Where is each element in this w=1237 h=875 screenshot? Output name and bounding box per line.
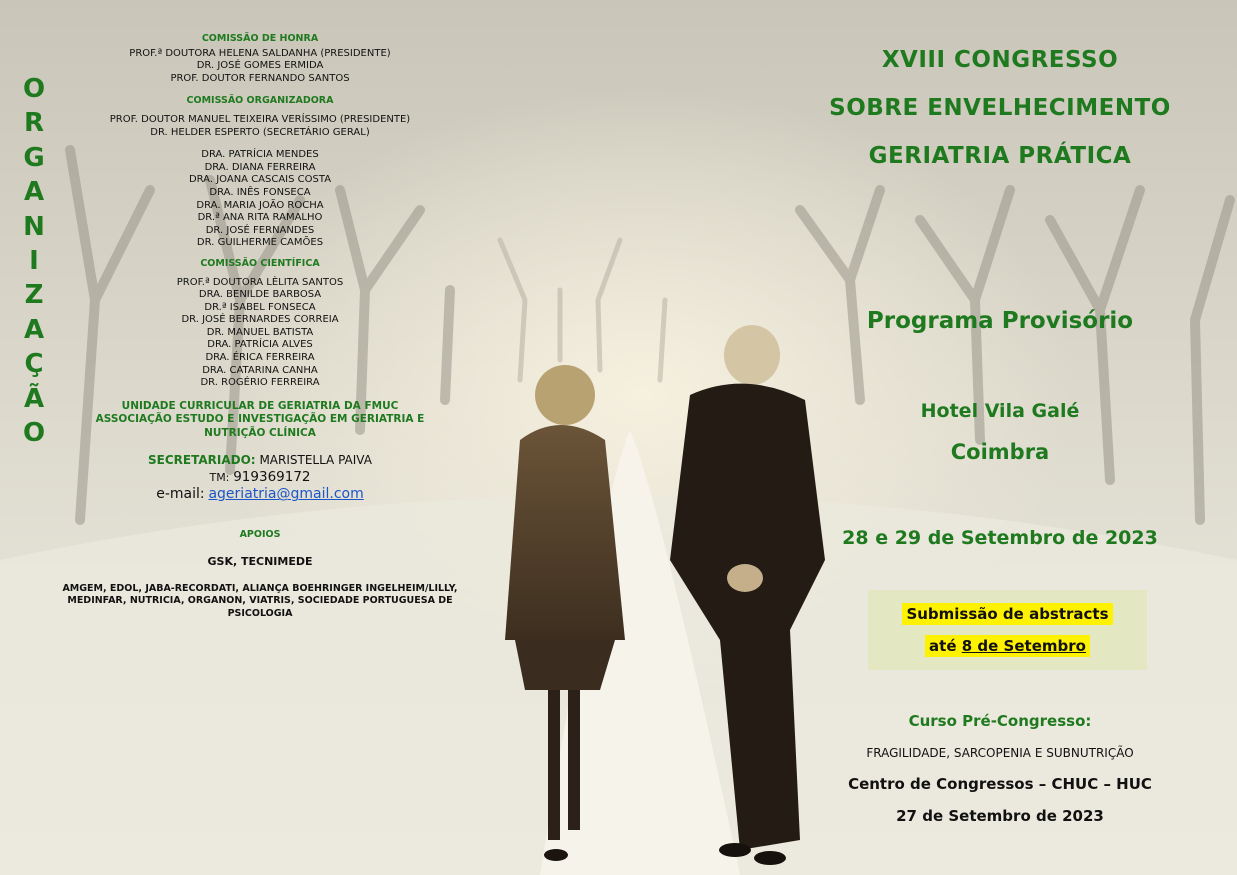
committee-member: DR. JOSÉ BERNARDES CORREIA bbox=[181, 314, 339, 326]
submission-line-1: Submissão de abstracts bbox=[902, 603, 1112, 625]
email-link[interactable]: ageriatria@gmail.com bbox=[208, 486, 364, 503]
unit-association: ASSOCIAÇÃO ESTUDO E INVESTIGAÇÃO EM GERIATRIA E NUTRIÇÃO CLÍNICA bbox=[95, 413, 425, 439]
committee-member: DR.ª ISABEL FONSECA bbox=[204, 301, 316, 313]
committee-member: PROF.ª DOUTORA LÈLITA SANTOS bbox=[176, 276, 344, 288]
vertical-letter: A bbox=[23, 177, 45, 208]
title-line-2: SOBRE ENVELHECIMENTO bbox=[829, 95, 1171, 121]
submission-text bbox=[868, 598, 1147, 662]
committee-member: DRA. MARIA JOÃO ROCHA bbox=[196, 199, 324, 211]
honra-title: COMISSÃO DE HONRA bbox=[201, 33, 319, 44]
course-date: 27 de Setembro de 2023 bbox=[896, 807, 1104, 825]
committee-member: DR. HELDER ESPERTO (SECRETÁRIO GERAL) bbox=[150, 126, 370, 138]
vertical-letter: N bbox=[23, 211, 45, 242]
course-title: Curso Pré-Congresso: bbox=[908, 712, 1092, 730]
committee-member: PROF.ª DOUTORA HELENA SALDANHA (PRESIDENTE) bbox=[129, 47, 391, 59]
org-list-b bbox=[60, 149, 460, 250]
committee-member: DRA. PATRÍCIA ALVES bbox=[207, 339, 313, 351]
vertical-letter: O bbox=[22, 418, 46, 449]
organization-column bbox=[60, 33, 460, 620]
unit-fmuc: UNIDADE CURRICULAR DE GERIATRIA DA FMUC bbox=[121, 399, 399, 412]
hotel-name: Hotel Vila Galé bbox=[920, 400, 1080, 422]
vertical-letter: O bbox=[22, 74, 46, 104]
vertical-letter: Ç bbox=[24, 349, 44, 380]
sci-list bbox=[60, 277, 460, 390]
org-list-a bbox=[60, 114, 460, 139]
vertical-letter: R bbox=[23, 108, 45, 139]
main-sponsors: GSK, TECNIMEDE bbox=[207, 554, 313, 568]
committee-member: DRA. INÊS FONSECA bbox=[209, 186, 311, 198]
vertical-organizacao bbox=[14, 72, 54, 450]
secretariat-name: MARISTELLA PAIVA bbox=[259, 453, 372, 468]
vertical-letter: I bbox=[29, 246, 39, 277]
honra-list bbox=[60, 48, 460, 86]
program-label: Programa Provisório bbox=[866, 308, 1134, 334]
committee-member: DR. JOSÉ GOMES ERMIDA bbox=[196, 60, 324, 72]
secretariat bbox=[60, 452, 460, 503]
tm-label: TM: bbox=[209, 471, 230, 485]
submission-deadline: 8 de Setembro bbox=[961, 637, 1086, 655]
title-line-1: XVIII CONGRESSO bbox=[881, 47, 1119, 73]
vertical-letter: Ã bbox=[23, 383, 45, 414]
org-title: COMISSÃO ORGANIZADORA bbox=[186, 95, 334, 107]
committee-member: DRA. BENILDE BARBOSA bbox=[198, 289, 322, 301]
course-place: Centro de Congressos – CHUC – HUC bbox=[848, 775, 1152, 793]
vertical-letter: A bbox=[23, 314, 45, 345]
secretariat-label: SECRETARIADO: bbox=[148, 453, 256, 468]
committee-member: DR. JOSÉ FERNANDES bbox=[205, 224, 315, 236]
committee-member: DRA. PATRÍCIA MENDES bbox=[201, 149, 319, 161]
email-label: e-mail: bbox=[156, 486, 205, 503]
committee-member: DR. ROGÉRIO FERREIRA bbox=[200, 377, 320, 389]
committee-member: DR.ª ANA RITA RAMALHO bbox=[197, 212, 323, 224]
sci-title: COMISSÃO CIENTÍFICA bbox=[200, 257, 320, 269]
other-sponsors: AMGEM, EDOL, JABA-RECORDATI, ALIANÇA BOEHRINGER INGELHEIM/LILLY, MEDINFAR, NUTRICIA, ORGANON, VIATRIS, SOCIEDADE PORTUGUESA DE PSICOLOGIA bbox=[62, 582, 458, 619]
committee-member: DR. MANUEL BATISTA bbox=[206, 326, 314, 338]
title-line-3: GERIATRIA PRÁTICA bbox=[868, 143, 1132, 169]
committee-member: PROF. DOUTOR FERNANDO SANTOS bbox=[170, 72, 350, 84]
committee-member: DRA. CATARINA CANHA bbox=[202, 364, 318, 376]
committee-member: DRA. DIANA FERREIRA bbox=[204, 161, 316, 173]
vertical-letter: Z bbox=[24, 280, 44, 311]
vertical-letter: G bbox=[23, 142, 45, 173]
committee-member: DRA. ÉRICA FERREIRA bbox=[205, 352, 315, 364]
congress-dates: 28 e 29 de Setembro de 2023 bbox=[842, 527, 1158, 549]
committee-member: PROF. DOUTOR MANUEL TEIXEIRA VERÍSSIMO (PRESIDENTE) bbox=[109, 113, 411, 125]
phone-number: 919369172 bbox=[233, 469, 311, 486]
course-topic: FRAGILIDADE, SARCOPENIA E SUBNUTRIÇÃO bbox=[866, 746, 1134, 760]
submission-until: até bbox=[929, 637, 957, 655]
city-name: Coimbra bbox=[950, 440, 1050, 464]
apoios-title: APOIOS bbox=[239, 529, 281, 541]
committee-member: DR. GUILHERME CAMÕES bbox=[196, 237, 324, 249]
committee-member: DRA. JOANA CASCAIS COSTA bbox=[188, 174, 332, 186]
